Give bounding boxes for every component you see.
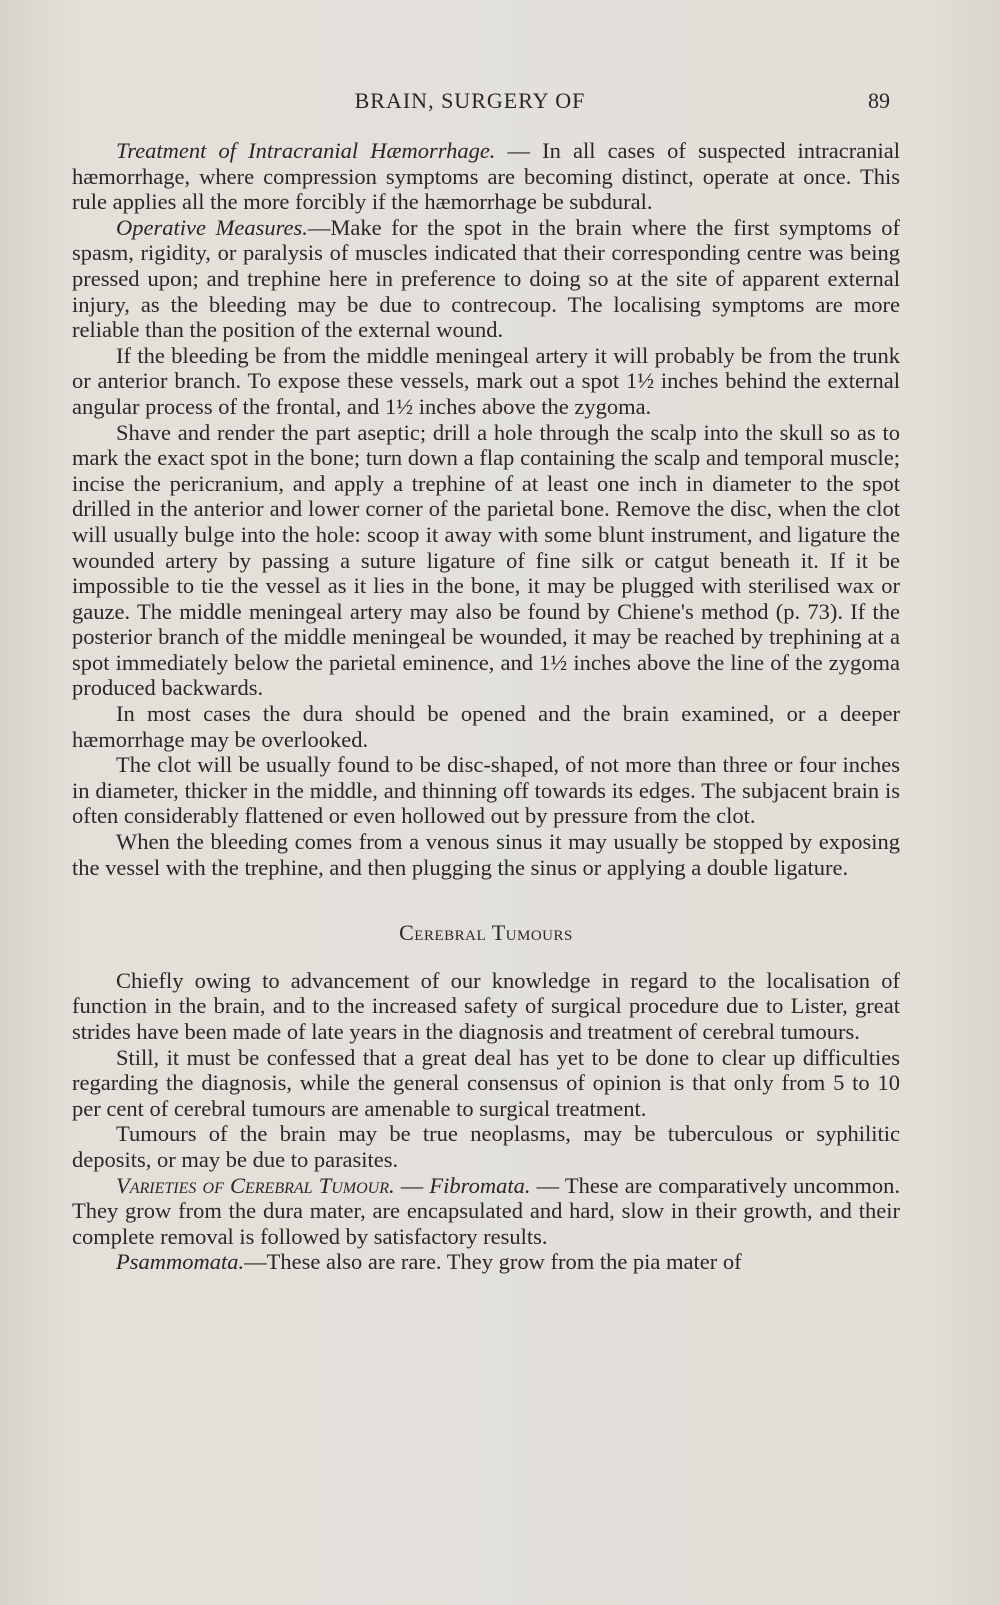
paragraph-sublead: Fibromata.	[429, 1172, 531, 1198]
paragraph: Shave and render the part aseptic; drill a hole through the scalp into the skull so as to mark the exact spot in the bone; turn down a flap containing the scalp and temporal muscle; incise the pericranium, and apply a trephine of at least one inch in diameter to the spot drilled in the anterior and lower corner of the parietal bone. Remove the disc, when the clot will usually bulge into the hole: scoop it away with some blunt instrument, and ligature the wounded artery by passing a suture ligature of fine silk or catgut beneath it. If it be impossible to tie the vessel as it lies in the bone, it may be plugged with sterilised wax or gauze. The middle meningeal artery may also be found by Chiene's method (p. 73). If the posterior branch of the middle meningeal be wounded, it may be reached by trephining at a spot immediately below the parietal eminence, and 1½ inches above the line of the zygoma produced backwards.	[72, 419, 900, 701]
paragraph	[72, 138, 900, 215]
paragraph-lead: Varieties of Cerebral Tumour.	[116, 1172, 395, 1198]
paragraph	[72, 1249, 900, 1275]
section-heading: Cerebral Tumours	[399, 920, 573, 946]
paragraph-lead: Operative Measures.	[116, 214, 308, 240]
paragraph-text: — In all cases of suspected intracranial hæmorrhage, where compression symptoms are becoming distinct, operate at once. This rule applies all the more forcibly if the hæmorrhage be subdural.	[72, 138, 900, 215]
page-header	[0, 88, 1000, 118]
paragraph: The clot will be usually found to be disc-shaped, of not more than three or four inches in diameter, thicker in the middle, and thinning off towards its edges. The subjacent brain is often considerably flattened or even hollowed out by pressure from the clot.	[72, 752, 900, 829]
paragraph: Still, it must be confessed that a great deal has yet to be done to clear up difficulties regarding the diagnosis, while the general consensus of opinion is that only from 5 to 10 per cent of cerebral tumours are amenable to surgical treatment.	[72, 1044, 900, 1121]
paragraph-text: —These also are rare. They grow from the pia mater of	[244, 1249, 742, 1275]
running-head: BRAIN, SURGERY OF	[354, 88, 586, 113]
paragraph: In most cases the dura should be opened and the brain examined, or a deeper hæmorrhage may be overlooked.	[72, 701, 900, 752]
paragraph: Tumours of the brain may be true neoplasms, may be tuberculous or syphilitic deposits, or may be due to parasites.	[72, 1121, 900, 1172]
paragraph: Varieties of Cerebral Tumour. — Fibromata. — These are comparatively uncommon. They grow from the dura mater, are encapsulated and hard, slow in their growth, and their complete removal is followed by satisfactory results.	[72, 1172, 901, 1249]
paragraph-lead: Psammomata.	[116, 1249, 245, 1275]
paragraph-lead: Treatment of Intracranial Hæmorrhage.	[116, 138, 496, 163]
paragraph-text: —Make for the spot in the brain where the first symptoms of spasm, rigidity, or paralysis of muscles indicated that their corresponding centre was being pressed upon; and trephine here in preference to doing so at the site of apparent external injury, as the bleeding may be due to contrecoup. The localising symptoms are more reliable than the position of the external wound.	[72, 214, 900, 343]
paragraph	[72, 215, 900, 343]
page-body	[72, 138, 900, 1275]
paragraph: If the bleeding be from the middle meningeal artery it will probably be from the trunk or anterior branch. To expose these vessels, mark out a spot 1½ inches behind the external angular process of the frontal, and 1½ inches above the zygoma.	[72, 342, 900, 419]
paragraph: Chiefly owing to advancement of our knowledge in regard to the localisation of function in the brain, and to the increased safety of surgical procedure due to Lister, great strides have been made of late years in the diagnosis and treatment of cerebral tumours.	[72, 967, 900, 1044]
paragraph-text: — These are comparatively uncommon. They grow from the dura mater, are encapsulated and hard, slow in their growth, and their complete removal is followed by satisfactory results.	[72, 1172, 901, 1249]
paragraph: When the bleeding comes from a venous sinus it may usually be stopped by exposing the vessel with the trephine, and then plugging the sinus or applying a double ligature.	[72, 829, 900, 880]
page-number: 89	[868, 88, 890, 113]
